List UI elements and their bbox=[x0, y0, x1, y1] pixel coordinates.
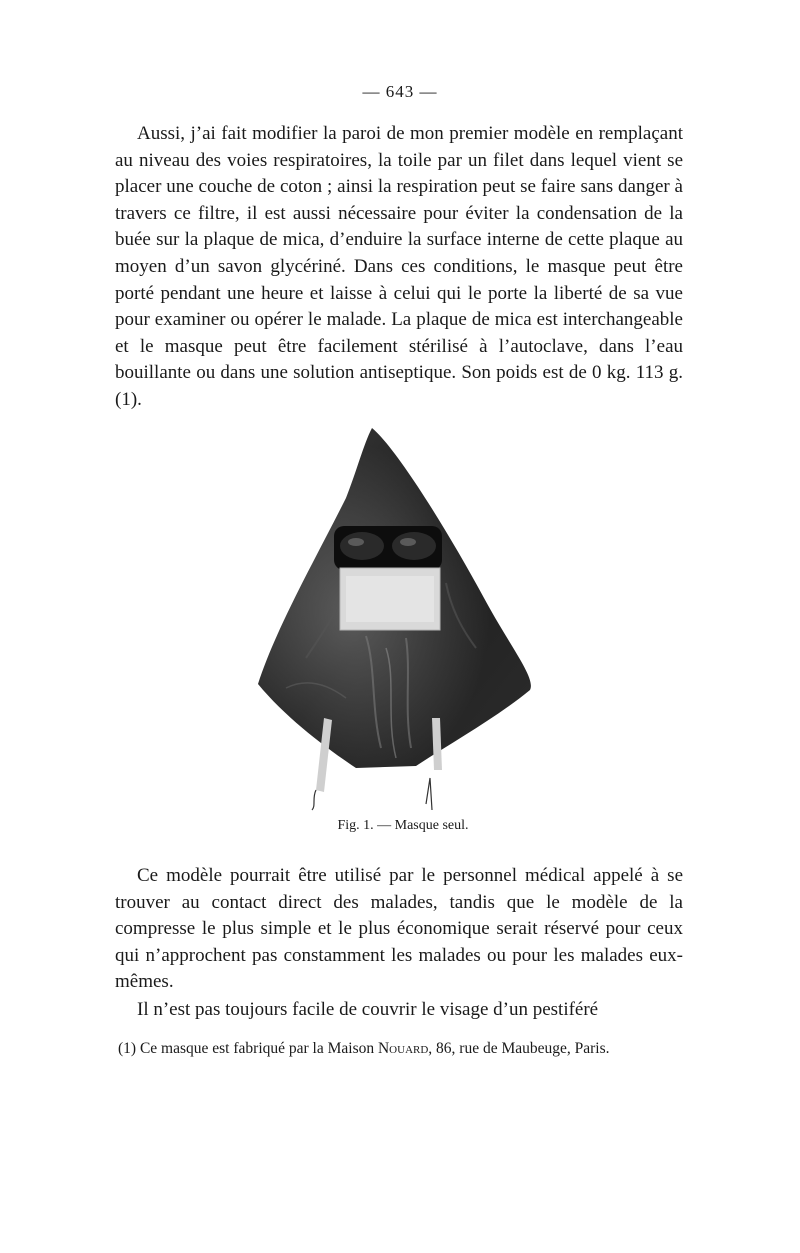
figure-caption: Fig. 1. — Masque seul. bbox=[337, 818, 469, 833]
footnote-address: , 86, rue de Maubeuge, Paris. bbox=[428, 1040, 610, 1057]
figure-mask-photo bbox=[246, 418, 546, 818]
paragraph-text: Aussi, j’ai fait modifier la paroi de mon premier modèle en remplaçant au niveau des voies respiratoires, la toile par un filet dans lequel vient se placer une couche de coton ; ainsi la respiration peut se faire sans danger à travers ce filtre, il est aussi nécessaire pour éviter la condensation de la buée sur la plaque de mica, d’enduire la surface interne de cette plaque au moyen d’un savon glycériné. Dans ces conditions, le masque peut être porté pendant une heure et laisse à celui qui le porte la liberté de sa vue pour examiner ou opérer le malade. La plaque de mica est interchangeable et le masque peut être facilement stérilisé à l’autoclave, dans l’eau bouillante ou dans une solution antiseptique. Son poids est de 0 kg. 113 g. (1). bbox=[115, 123, 683, 410]
paragraph-model-usage bbox=[115, 863, 683, 1024]
mask-photo-illustration bbox=[246, 418, 546, 818]
paragraph-text: Ce modèle pourrait être utilisé par le personnel médical appelé à se trouver au contact direct des malades, tandis que le modèle de la compresse le plus simple et le plus économique serait réservé pour ceux qui n’approchent pas constamment les malades ou pour les malades eux-mêmes. bbox=[115, 865, 683, 993]
page-number: — 643 — bbox=[362, 82, 438, 101]
footnote bbox=[115, 1038, 683, 1059]
paragraph-text: Il n’est pas toujours facile de couvrir le visage d’un pestiféré bbox=[137, 998, 599, 1020]
footnote-maker-name: Nouard bbox=[377, 1040, 429, 1057]
footnote-marker: (1) bbox=[118, 1040, 137, 1057]
paragraph-mask-modification bbox=[115, 121, 683, 414]
footnote-text: Ce masque est fabriqué par la Maison bbox=[139, 1040, 375, 1057]
